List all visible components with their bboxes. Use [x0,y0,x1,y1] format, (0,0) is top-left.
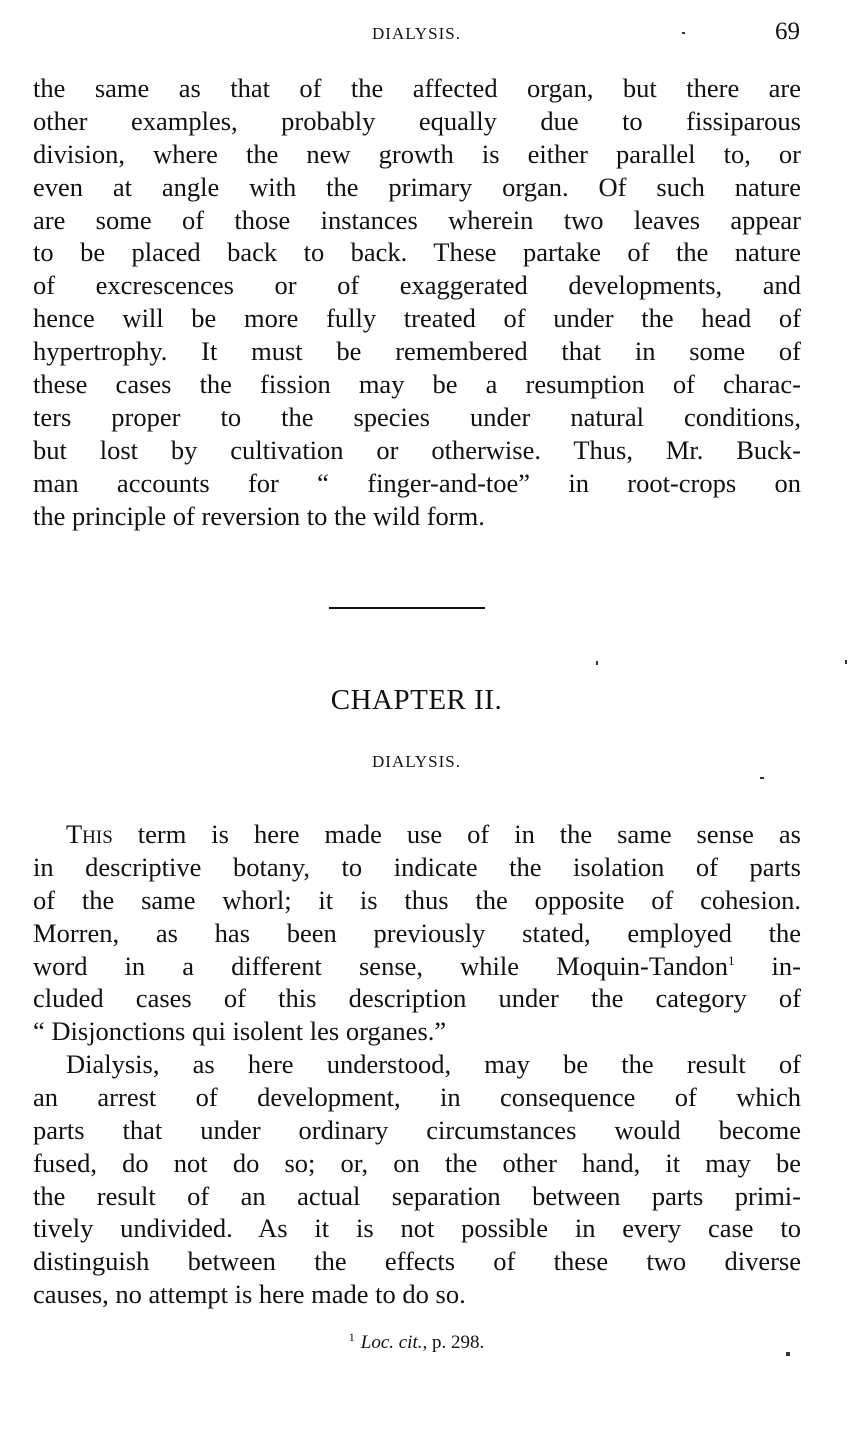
scan-speck [760,777,764,779]
footnote [33,1330,800,1354]
text-line: are some of those instances wherein two leaves appear [33,204,801,235]
text-line: fused, do not do so; or, on the other hand, it may be [33,1147,801,1178]
scan-speck [845,660,847,664]
text-line: Morren, as has been previously stated, employed the [33,917,801,948]
text-line: the principle of reversion to the wild form. [33,500,485,531]
text-line: man accounts for “ finger-and-toe” in root-crops on [33,467,801,498]
text-line: causes, no attempt is here made to do so. [33,1279,466,1310]
text-run: word in a different sense, while Moquin-Tandon [33,950,728,981]
chapter-title: CHAPTER II. [330,684,503,716]
footnote-number: 1 [348,1330,355,1344]
drop-word: This [66,819,113,849]
text-line: these cases the fission may be a resumption of charac- [33,369,801,400]
continuation-paragraph [33,72,801,532]
footnote-citation: Loc. cit. [360,1332,423,1353]
text-line: even at angle with the primary organ. Of such nature [33,171,801,202]
text-line: but lost by cultivation or otherwise. Thus, Mr. Buck- [33,434,801,465]
text-line: ters proper to the species under natural conditions, [33,401,801,432]
dialysis-paragraph-2 [33,1048,801,1311]
text-line: other examples, probably equally due to fissiparous [33,105,801,136]
text-line: division, where the new growth is either parallel to, or [33,138,801,169]
text-line: hence will be more fully treated of under the head of [33,303,801,334]
footnote-page-ref: , p. 298. [422,1332,485,1353]
text-line: parts that under ordinary circumstances would become [33,1114,801,1145]
text-line: Dialysis, as here understood, may be the result of [66,1049,801,1079]
scan-speck [596,661,598,665]
text-line: of the same whorl; it is thus the opposite of cohesion. [33,884,801,915]
text-line: distinguish between the effects of these two diverse [33,1246,801,1277]
text-line: tively undivided. As it is not possible in every case to [33,1213,801,1244]
text-line [33,818,801,851]
page-number: 69 [775,18,800,45]
text-line: the result of an actual separation between parts primi- [33,1180,801,1211]
section-divider-rule [329,607,485,609]
text-line: the same as that of the affected organ, but there are [33,73,801,103]
text-line: an arrest of development, in consequence of which [33,1081,801,1112]
running-head-title: DIALYSIS. [372,24,461,43]
text-line: hypertrophy. It must be remembered that in some of [33,336,801,367]
text-line [33,950,801,983]
footnote-reference: 1 [727,952,735,968]
text-run: term is here made use of in the same sense as [112,819,801,849]
scan-speck [786,1352,790,1356]
text-line: to be placed back to back. These partake of the nature [33,237,801,268]
text-line: in descriptive botany, to indicate the isolation of parts [33,851,801,882]
dialysis-paragraph-1 [33,818,801,1048]
text-run: in- [734,950,801,981]
text-line: cluded cases of this description under the category of [33,983,801,1014]
chapter-subtitle: DIALYSIS. [372,752,461,771]
scan-speck [682,32,685,34]
text-line: of excrescences or of exaggerated developments, and [33,270,801,301]
text-line: “ Disjonctions qui isolent les organes.” [33,1016,447,1047]
